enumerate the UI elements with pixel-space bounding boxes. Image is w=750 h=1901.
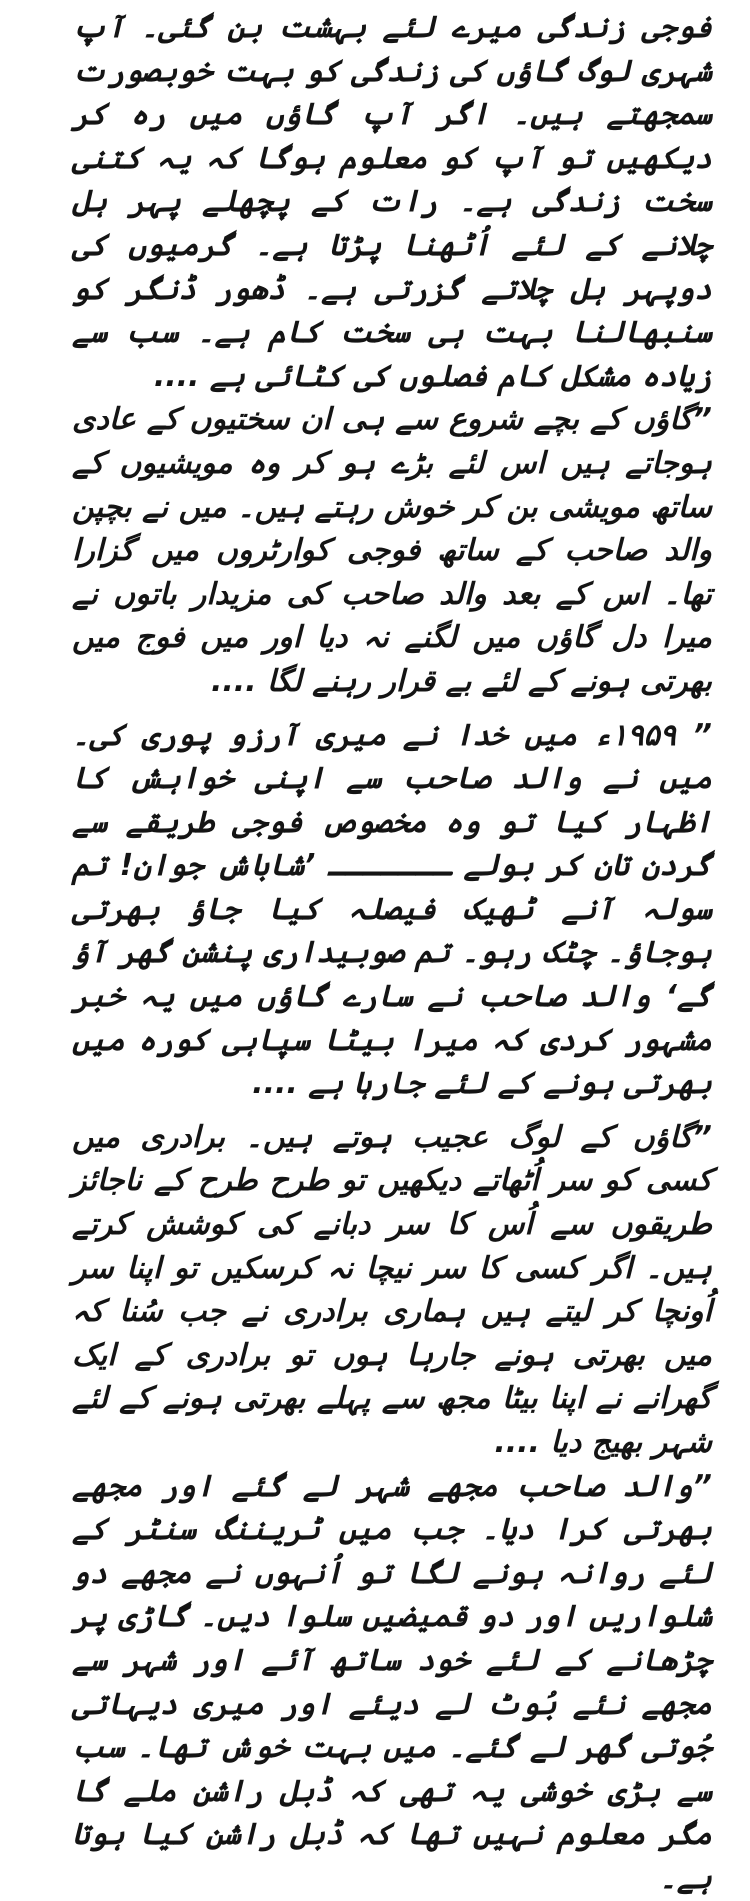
paragraph-3: ” ۱۹۵۹ء میں خدا نے میری آرزو پوری کی۔ میں نے والد صاحب سے اپنی خواہش کا اظہار کیا تو وہ مخصوص فوجی طریقے سے گردن تان کر بولے ـــــــ ’شاباش جوان! تم سولہ آنے ٹھیک فیصلہ کیا جاؤ بھرتی ہوجاؤ۔ چٹک رہو۔ تم صوبیداری پنشن گھر آؤ گے‘ والد صاحب نے سارے گاؤں میں یہ خبر مشہور کردی کہ میرا بیٹا سپاہی کورہ میں بھرتی ہونے کے لئے جارہا ہے .... <box>72 717 712 1102</box>
urdu-text-column <box>72 6 712 1901</box>
paragraph-1: فوجی زندگی میرے لئے بہشت بن گئی۔ آپ شہری لوگ گاؤں کی زندگی کو بہت خوبصورت سمجھتے ہیں۔ اگر آپ گاؤں میں رہ کر دیکھیں تو آپ کو معلوم ہوگا کہ یہ کتنی سخت زندگی ہے۔ رات کے پچھلے پہر ہل چلانے کے لئے اُٹھنا پڑتا ہے۔ گرمیوں کی دوپہر ہل چلاتے گزرتی ہے۔ ڈھور ڈنگر کو سنبھالنا بہت ہی سخت کام ہے۔ سب سے زیادہ مشکل کام فصلوں کی کٹائی ہے .... <box>72 10 712 394</box>
paragraph-5: ”والد صاحب مجھے شہر لے گئے اور مجھے بھرتی کرا دیا۔ جب میں ٹریننگ سنٹر کے لئے روانہ ہونے لگا تو اُنہوں نے مجھے دو شلواریں اور دو قمیضیں سلوا دیں۔ گاڑی پر چڑھانے کے لئے خود ساتھ آئے اور شہر سے مجھے نئے بُوٹ لے دیئے اور میری دیہاتی جُوتی گھر لے گئے۔ میں بہت خوش تھا۔ سب سے بڑی خوشی یہ تھی کہ ڈبل راشن ملے گا مگر معلوم نہیں تھا کہ ڈبل راشن کیا ہوتا ہے۔ <box>72 1468 712 1896</box>
paragraph-4: ”گاؤں کے لوگ عجیب ہوتے ہیں۔ برادری میں کسی کو سر اُٹھاتے دیکھیں تو طرح طرح کے ناجائز طریقوں سے اُس کا سر دبانے کی کوشش کرتے ہیں۔ اگر کسی کا سر نیچا نہ کرسکیں تو اپنا سر اُونچا کر لیتے ہیں ہماری برادری نے جب سُنا کہ میں بھرتی ہونے جارہا ہوں تو برادری کے ایک گھرانے نے اپنا بیٹا مجھ سے پہلے بھرتی ہونے کے لئے شہر بھیج دیا .... <box>72 1119 712 1460</box>
paragraph-2: ”گاؤں کے بچے شروع سے ہی ان سختیوں کے عادی ہوجاتے ہیں اس لئے بڑے ہو کر وہ مویشیوں کے ساتھ مویشی بن کر خوش رہتے ہیں۔ میں نے بچپن والد صاحب کے ساتھ فوجی کوارٹروں میں گزارا تھا۔ اس کے بعد والد صاحب کی مزیدار باتوں نے میرا دل گاؤں میں لگنے نہ دیا اور میں فوج میں بھرتی ہونے کے لئے بے قرار رہنے لگا .... <box>72 402 712 699</box>
